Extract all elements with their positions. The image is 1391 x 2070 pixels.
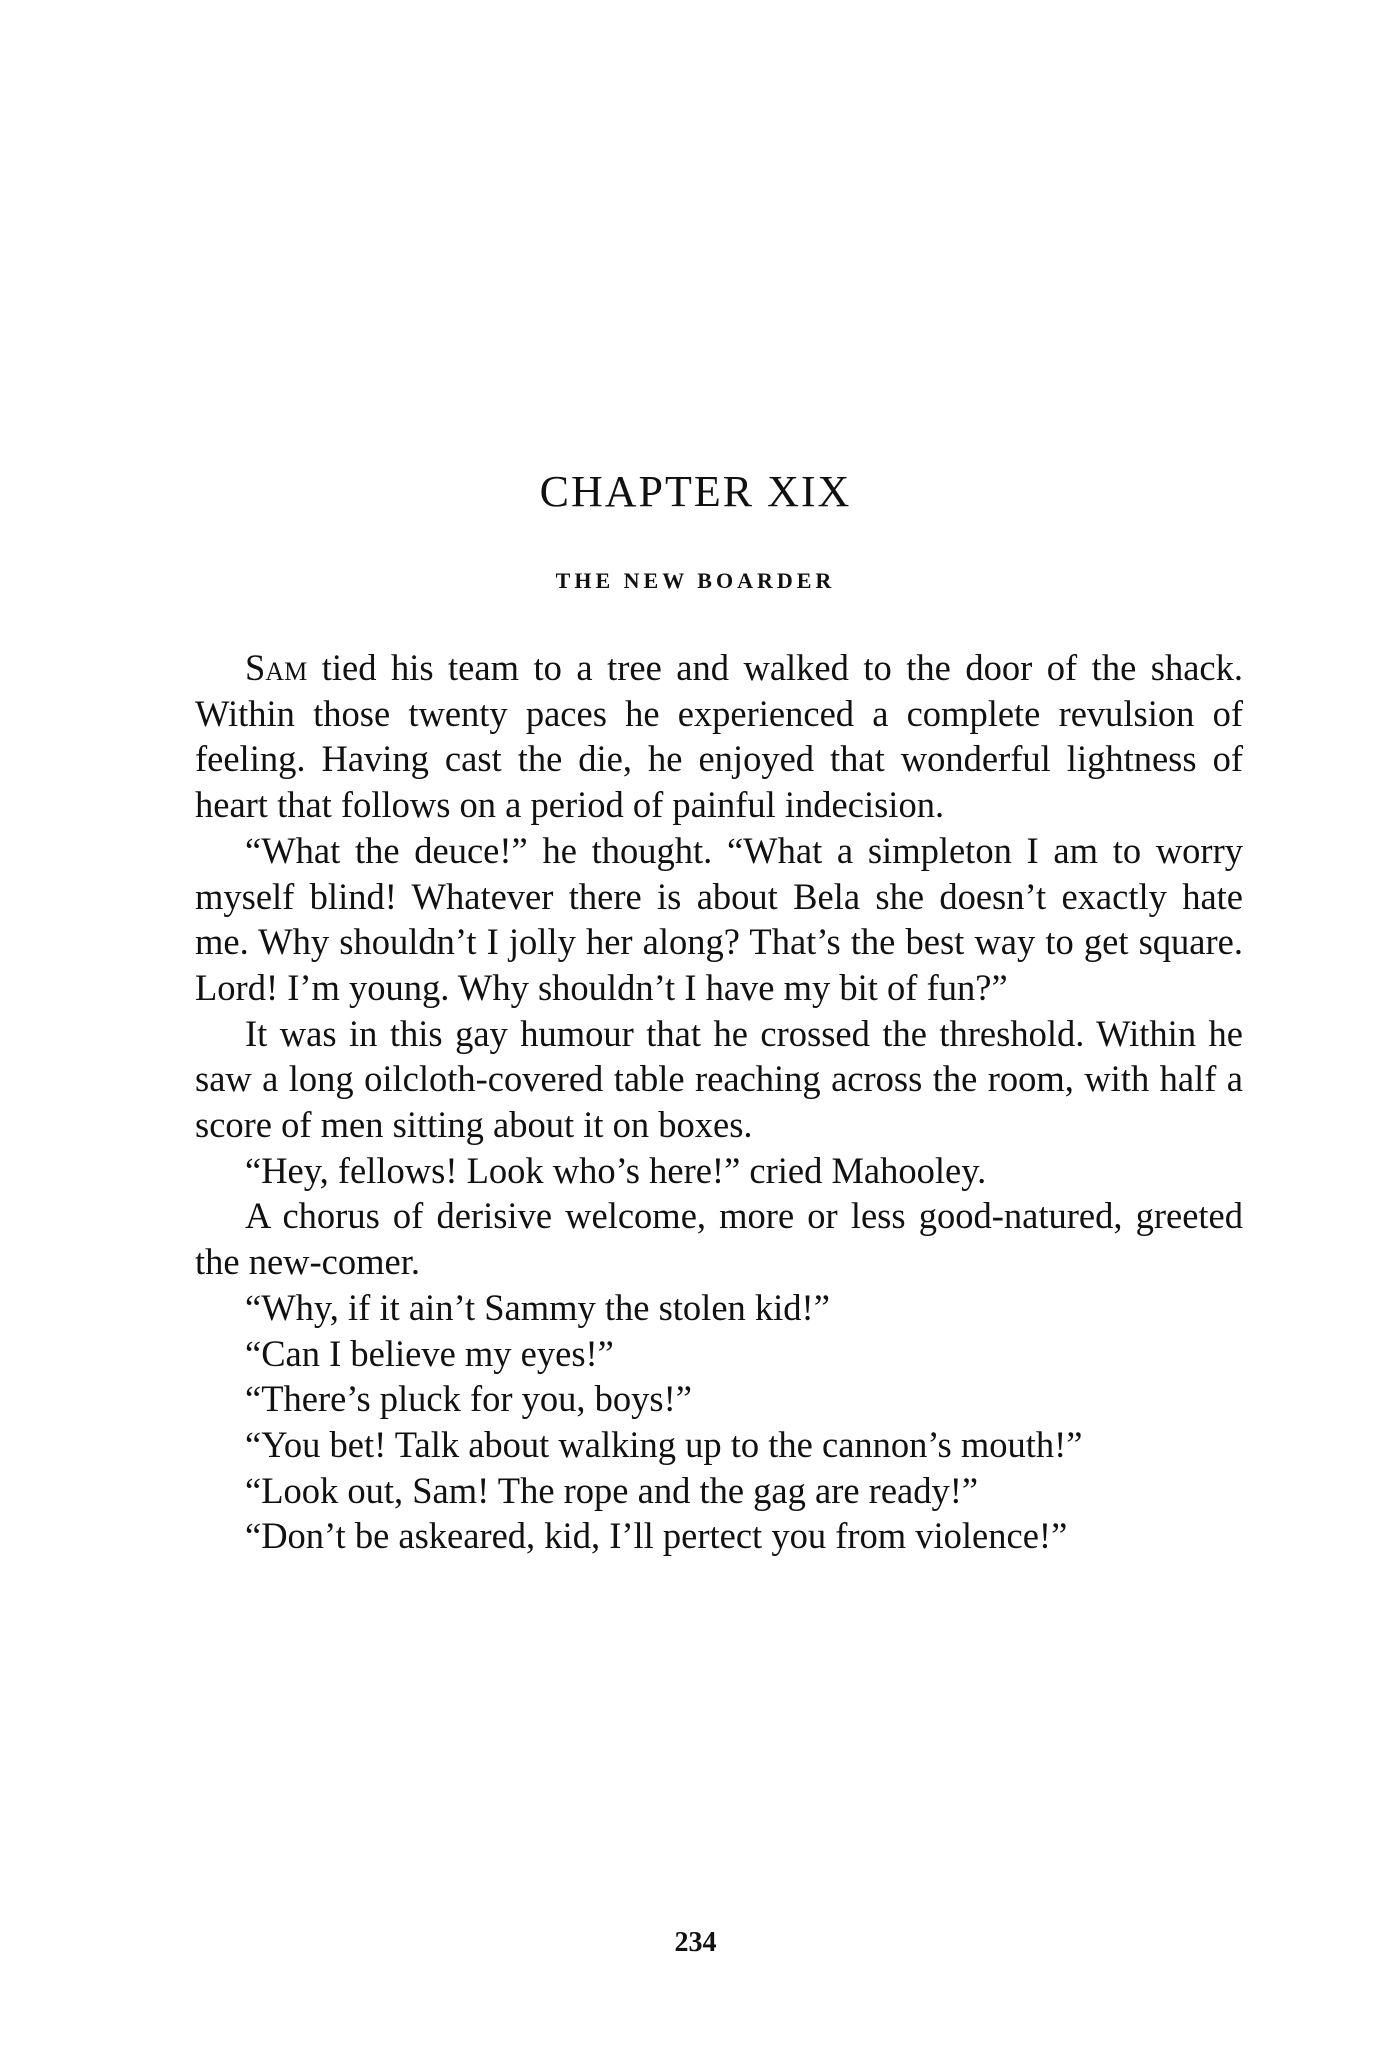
paragraph [195, 645, 1243, 828]
paragraph: It was in this gay humour that he crossed the threshold. Within he saw a long oilcloth-covered table reaching across the room, with half a score of men sitting about it on boxes. [195, 1012, 1243, 1146]
paragraph: “What the deuce!” he thought. “What a simpleton I am to worry myself blind! Whatever there is about Bela she doesn’t exactly hate me. Why shouldn’t I jolly her along? That’s the best way to get square. Lord! I’m young. Why shouldn’t I have my bit of fun?” [195, 829, 1243, 1008]
body-text [195, 645, 1243, 1559]
chapter-title: CHAPTER XIX [539, 467, 852, 516]
paragraph: “Don’t be askeared, kid, I’ll pertect you from violence!” [245, 1515, 1068, 1557]
paragraph-text: tied his team to a tree and walked to the door of the shack. Within those twenty paces he experienced a complete revulsion of feeling. Having cast the die, he enjoyed that wonderful lightness of heart that follows on a period of painful indecision. [195, 647, 1243, 826]
lead-word: Sam [245, 647, 308, 688]
chapter-subtitle: THE NEW BOARDER [555, 568, 836, 593]
paragraph: “Why, if it ain’t Sammy the stolen kid!” [245, 1286, 830, 1328]
paragraph: “Can I believe my eyes!” [245, 1332, 614, 1374]
paragraph: A chorus of derisive welcome, more or less good-natured, greeted the new-comer. [195, 1195, 1243, 1283]
paragraph: “You bet! Talk about walking up to the cannon’s mouth!” [245, 1423, 1083, 1465]
paragraph: “Look out, Sam! The rope and the gag are ready!” [245, 1469, 979, 1511]
paragraph: “Hey, fellows! Look who’s here!” cried Mahooley. [245, 1149, 987, 1191]
page-number: 234 [674, 1927, 717, 1958]
paragraph: “There’s pluck for you, boys!” [245, 1378, 692, 1420]
